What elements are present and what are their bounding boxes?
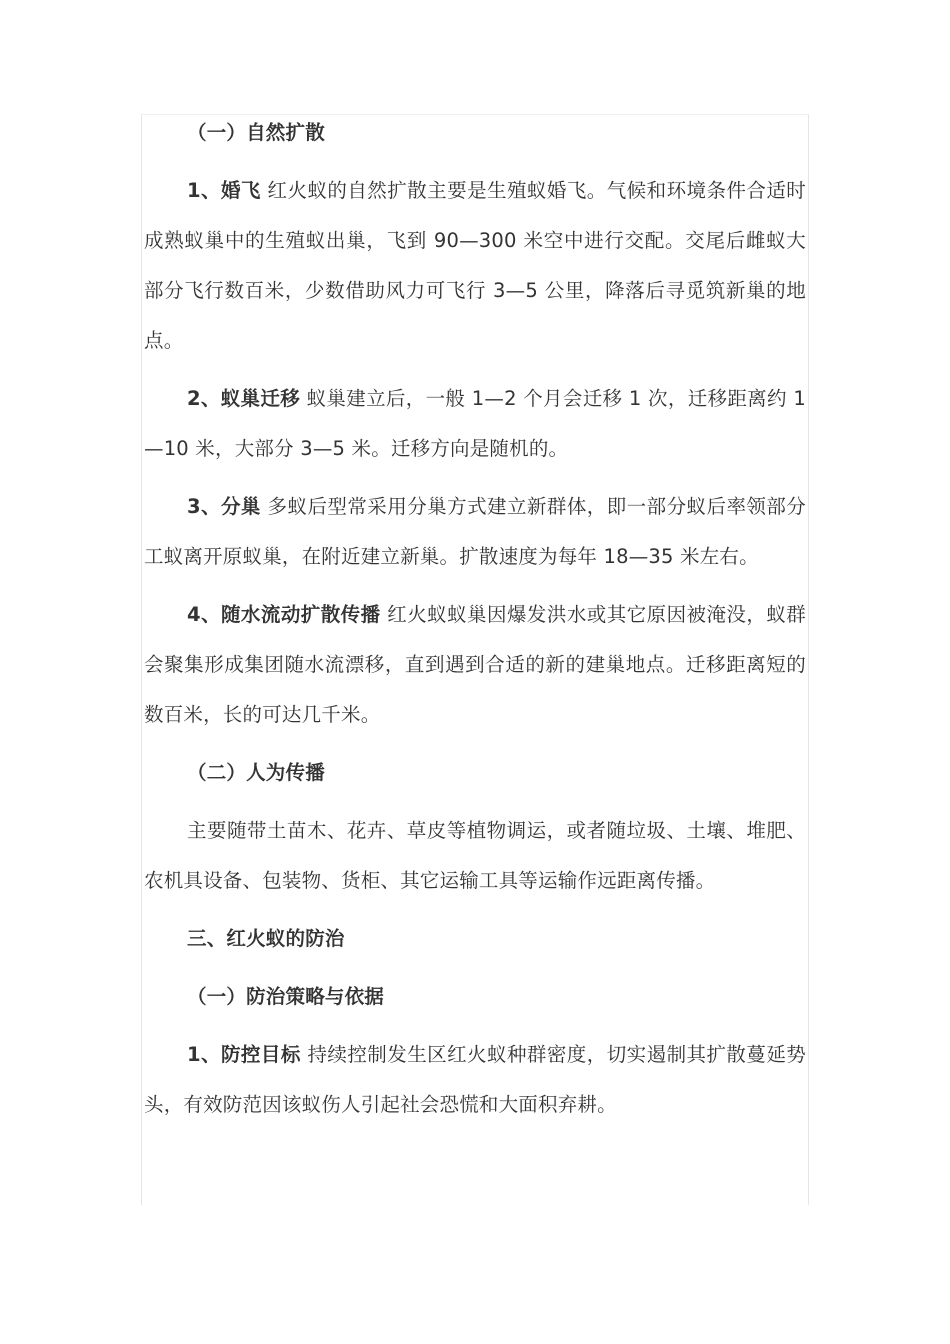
paragraph-heading: 4、随水流动扩散传播 xyxy=(187,603,381,626)
paragraph-text: 红火蚁的自然扩散主要是生殖蚁婚飞。气候和环境条件合适时成熟蚁巢中的生殖蚁出巢，飞到 90—300 米空中进行交配。交尾后雌蚁大部分飞行数百米，少数借助风力可飞行 3—5 公里，降落后寻觅筑新巢的地点。 xyxy=(144,179,806,352)
paragraph-heading: 1、防控目标 xyxy=(187,1043,301,1066)
paragraph-text: 红火蚁蚁巢因爆发洪水或其它原因被淹没，蚁群会聚集形成集团随水流漂移，直到遇到合适的新的建巢地点。迁移距离短的数百米，长的可达几千米。 xyxy=(144,603,806,726)
paragraph-heading: 1、婚飞 xyxy=(187,179,261,202)
paragraph xyxy=(144,1030,806,1130)
paragraph xyxy=(144,590,806,740)
paragraph-text: 持续控制发生区红火蚁种群密度，切实遏制其扩散蔓延势头，有效防范因该蚁伤人引起社会恐慌和大面积弃耕。 xyxy=(144,1043,806,1116)
paragraph-heading: 3、分巢 xyxy=(187,495,261,518)
section-heading: （二）人为传播 xyxy=(187,761,325,784)
section-heading: （一）自然扩散 xyxy=(187,121,325,144)
paragraph-text: 多蚁后型常采用分巢方式建立新群体，即一部分蚁后率领部分工蚁离开原蚁巢，在附近建立新巢。扩散速度为每年 18—35 米左右。 xyxy=(144,495,806,568)
paragraph xyxy=(144,806,806,906)
paragraph xyxy=(144,482,806,582)
paragraph-text: 蚁巢建立后，一般 1—2 个月会迁移 1 次，迁移距离约 1—10 米，大部分 3—5 米。迁移方向是随机的。 xyxy=(144,387,806,460)
section-heading: 三、红火蚁的防治 xyxy=(187,927,345,950)
paragraph-text: 主要随带土苗木、花卉、草皮等植物调运，或者随垃圾、土壤、堆肥、农机具设备、包装物、货柜、其它运输工具等运输作远距离传播。 xyxy=(144,819,806,892)
section-heading: （一）防治策略与依据 xyxy=(187,985,385,1008)
paragraph-heading: 2、蚁巢迁移 xyxy=(187,387,301,410)
paragraph xyxy=(144,374,806,474)
document-body xyxy=(144,108,806,1138)
paragraph xyxy=(144,166,806,366)
